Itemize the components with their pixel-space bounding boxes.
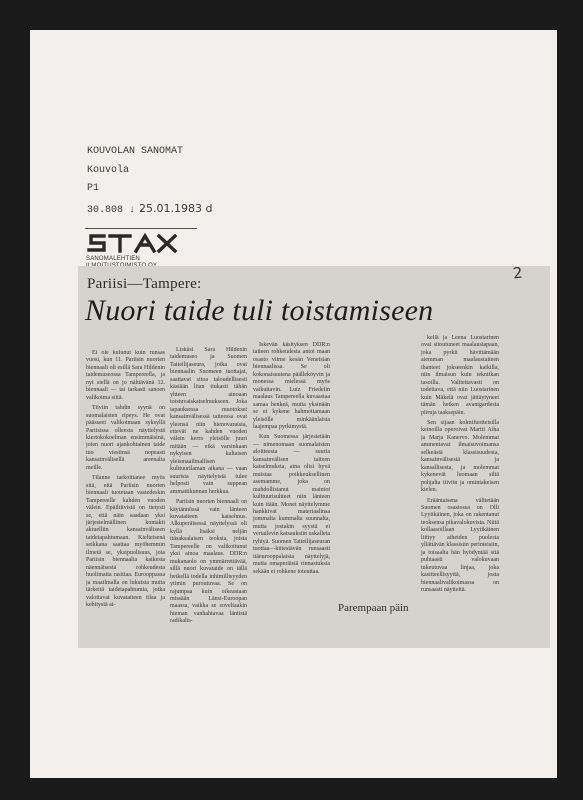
sta-subtitle: SANOMALEHTIEN [86, 256, 140, 262]
stamp-date-hand: 25.01.1983 d [139, 201, 213, 215]
stamp-date-typed: 30.808 ↓ [87, 204, 136, 216]
article-column-4: kellä ja Leena Luostarinen ovat sitoutuneet maalaustapaan, joka pyrkii hävittämään aiemman maalaustaiteen ihanteet jokseenkin kaikilla, niin ilmaisun kuin tekniikan tasoilla. Valitettavasti on todettava, että niin Luostarinen kuin Mäkelä ovat jättäytyneet tämän hetken avantgardesta piiruja taaksepäin. Sen sijaan kolmifuotteisilla keinoilla operoivat Martti Aiha ja Marja Kanervo. Molemmat ammentavat ilmaisuvoimansa selkeästä klassisuudesta, kansainvälisestä ja kansallisesta, ja molemmat kykenevät luomaan siltä pohjalta tiiviin ja omintakeisen kielen. Erääntaisena välitetään Suomen osastossa on Olli Lyytikäinen, joka on rakentanut teoksensa pikavalokuvista. Niitä kollaasoillaan Lyytikäinen liittyy aiheiden puolesta yllättävän klassisiin perinteisiin, ja toisaalta hän hyödyntää sitä puhtaasti valokuvaan tukeutuvaa linjaa, joka kasitteellisyyttä, josta biennaalivalikoimassa on runsaasti näytteitä. [421, 335, 499, 593]
article-kicker: Pariisi—Tampere: [87, 276, 202, 292]
clipping-stamp [87, 143, 212, 220]
stamp-paper: KOUVOLAN SANOMAT [87, 146, 184, 157]
stamp-date [87, 200, 212, 221]
article-column-1: Ei ole kulunut kuin runsas vuosi, kun 11. Pariisin nuorten biennaali oli esillä Sara Hildenin taidemuseossa Tampereella, ja nyt siellä on jo nähtävänä 12. biennaali — tai tarkasti sanoen valikoima siitä. Tiiviin tahdin syynä on suomalaisten ripeys. He ovat päässeet valikoimaan syksyllä Pariisissa olleesta näyttelystä kiertokokoelman ensimmäisinä, joten nuori ajankohtainen taide tuo viestinsä nopeasti kansainvälisellä areenalta meille. Tilanne tarkoittanee myös sitä, että Pariisin nuorten biennaali tuotetaan vastedeskin Tampereelle kahden vuoden välein. Epäiltiivistä on tietysti se, että näin saadaan yksi järjestelmällinen kontakti aktuelliin kansainväliseen taidetapahtumaan. Kielteisenä seikkana saattaa myöhemmin ilmetä se, yksipuolisuus, jota Pariisin biennaalia kaikesta näennäisestä rohkeudesta huolimatta rasittaa. Eurooppassa ja maailmalla on lukuisia muita tärkeitä taidetapahtumia, jotka valottavat kuvataiteen tilaa ja kehitystä ai- [86, 350, 165, 608]
article-subhead: Parempaan päin [338, 602, 409, 614]
article-headline: Nuori taide tuli toistamiseen [85, 294, 434, 327]
stamp-code: P1 [87, 183, 100, 194]
stamp-divider [85, 228, 197, 229]
sta-logo-icon [86, 232, 178, 254]
article-column-2: Liskäsi Sara Hildenin taidemuseo ja Suomen Taiteilijaseura, jotka ovat biennaalin Suomeen tuottajat, saattavat sitoa taloudellisesti käsiään liian tiukasti tähän yhteen ainoaan toistuvaiskatselmukseen. Joka tapauksessa muotokset kansainvälisessä taiteessa ovat yleensä niin hienovaraisia, ettevät ne kahden vuoden välein kerro yleisölle juuri mitään — eikä varsinkaan nykyisen kaltaisen yleismaailmallisen kulttuurilaman aikana — vaan suurista näyttelyistä tulee helposti vain suppean ammattikunnan herkkua. Pariisin nuorten biennaali on käytännössä vain länteen kuvataiteen katselmus. Alkuperäisessä näyttelyssä oli kyllä lisäksi neljän itäsaksalaisen teoksia, joista Tampereelle on valikoitunut yksi ainoa maalaus. DDR:n mukanaolo on ymmärrettävää, sillä nuori kuvataide on tällä hetkellä todella inhimillisyyden ytimin puroutuvaa. Se on rajumpaa kuin oikeastaan missään Länsi-Euroopan maassa, vaikka se soveltaakin hieman vanhahtavaa läntistä radikalis- [170, 347, 247, 625]
article-column-3: Iskevän käsityksen DDR:n taiteen rohkeudesta antoi maan osasto viime kesän Venetsian biennaalissa. Se oli kokonaisuutena päälleköyvin ja monessa mielessä myös vaikuttavin. Lutz Friedelin maalaus Tampereella kuvaastaa samaa henkeä, mutta yksinään se ei kykene hahmottamaan yleisölle minkäänlaista laajempaa pyrkimystä. Kun Suomessa järjestetään — nimenomaan suomalaisten aloitteesta — suuria kansainvälisen taiteen katselmuksia, aina olisi hyvä muistaa poikkeuksellinen asemamme, joka on mahdollistanut mainiot kulttuurisuhteet niin länteen kuin itään. Monet näyttelymme hankkivat materiaalinsa jommalta kummalta suunnalta, mutta jostakin syystä ei vertailevin katsauksiin uskalleta ryhtyä. Suomen Taiteilijaseuran tuottaa—kiitestävän runsaasti itäeurooppalaisia näyttelyjä, mutta omaperäisiä rinnastuksia sekään ei rohkene toteuttaa. [253, 342, 330, 575]
stamp-city: Kouvola [87, 164, 130, 176]
page-number: 2 [512, 263, 524, 283]
